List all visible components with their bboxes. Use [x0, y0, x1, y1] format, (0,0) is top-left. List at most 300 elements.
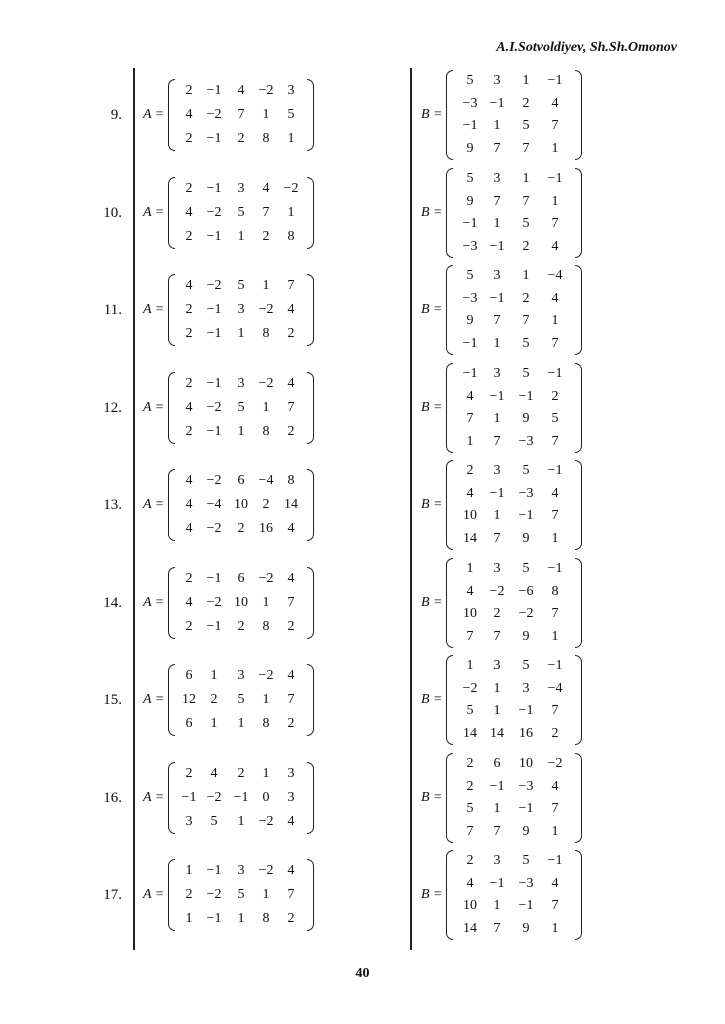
matrix-b-label: B = — [421, 107, 443, 122]
matrix-entry: −2 — [258, 668, 274, 683]
right-parenthesis — [575, 460, 582, 550]
matrix-entry: −1 — [206, 83, 222, 98]
matrix-entry: 2 — [466, 463, 474, 479]
matrix-entry: 2 — [185, 302, 193, 317]
matrix-entry: 2 — [185, 766, 193, 781]
matrix-entry: 2 — [493, 606, 501, 622]
matrix-row — [458, 917, 570, 941]
right-parenthesis — [307, 762, 314, 834]
matrix-entry: −1 — [206, 131, 222, 146]
right-parenthesis — [307, 274, 314, 346]
matrix-entry: 1 — [262, 107, 270, 122]
left-parenthesis — [168, 79, 175, 151]
matrix-a-label: A = — [143, 302, 165, 317]
matrix-entry: 4 — [466, 875, 474, 891]
matrix-entry: −1 — [206, 229, 222, 244]
matrix-row — [180, 177, 302, 201]
matrix-entry: 7 — [551, 898, 559, 914]
matrix-entry: −2 — [206, 790, 222, 805]
matrix-entry: 6 — [185, 716, 193, 731]
matrix-entry: 14 — [284, 497, 298, 512]
matrix-entry: 8 — [551, 583, 559, 599]
problem-number: 10. — [103, 205, 122, 221]
matrix-entry: −1 — [489, 778, 505, 794]
matrix-entry: 7 — [493, 628, 501, 644]
matrix-entry: −2 — [258, 863, 274, 878]
matrix-row — [458, 775, 570, 799]
matrix-entry: −4 — [547, 268, 563, 284]
matrix-entry: −1 — [206, 619, 222, 634]
matrix-entry: 1 — [493, 680, 501, 696]
matrix-row — [458, 677, 570, 701]
matrix-entry: 7 — [551, 801, 559, 817]
matrix-entry: 14 — [490, 725, 504, 741]
matrix-entry: −1 — [489, 388, 505, 404]
matrix-entry: 6 — [493, 756, 501, 772]
matrix-entry: 4 — [185, 278, 193, 293]
problem-number: 14. — [103, 595, 122, 611]
matrix-entry: 2 — [551, 725, 559, 741]
matrix-entry: 9 — [522, 920, 530, 936]
matrix-entry: 1 — [262, 278, 270, 293]
matrix-row — [458, 332, 570, 356]
matrix-entry: 4 — [551, 875, 559, 891]
matrix-row — [180, 615, 302, 639]
matrix-entry: 3 — [237, 668, 245, 683]
matrix-row — [180, 907, 302, 931]
matrix-row — [458, 894, 570, 918]
matrix-entry: 8 — [262, 424, 270, 439]
matrix-entry: 6 — [237, 473, 245, 488]
matrix-b — [446, 363, 582, 453]
matrix-row — [458, 167, 570, 191]
matrix-entry: −2 — [489, 583, 505, 599]
right-parenthesis — [575, 168, 582, 258]
matrix-entry: 2 — [185, 83, 193, 98]
matrix-entry: 2 — [287, 911, 295, 926]
matrix-entry: 6 — [185, 668, 193, 683]
matrix-entry: 9 — [466, 140, 474, 156]
matrix-row — [180, 810, 302, 834]
right-parenthesis — [307, 859, 314, 931]
matrix-row — [458, 602, 570, 626]
matrix-entry: −1 — [518, 898, 534, 914]
matrix-entry: 1 — [262, 887, 270, 902]
matrix-entry: −3 — [462, 238, 478, 254]
matrix-entry: −1 — [206, 376, 222, 391]
matrix-entry: −3 — [518, 778, 534, 794]
matrix-row — [458, 287, 570, 311]
matrix-entry: −1 — [489, 485, 505, 501]
matrix-a-label: A = — [143, 400, 165, 415]
problem-10 — [0, 168, 725, 258]
matrix-entry: 1 — [466, 658, 474, 674]
right-parenthesis — [307, 567, 314, 639]
matrix-a — [168, 859, 314, 931]
matrix-row — [458, 699, 570, 723]
matrix-entry: 5 — [287, 107, 295, 122]
matrix-entry: 5 — [237, 400, 245, 415]
matrix-entry: 1 — [262, 400, 270, 415]
problem-14 — [0, 558, 725, 648]
matrix-row — [180, 79, 302, 103]
matrix-row — [458, 235, 570, 259]
problem-number: 15. — [103, 692, 122, 708]
left-parenthesis — [168, 469, 175, 541]
matrix-entry: 8 — [287, 229, 295, 244]
matrix-entry: 4 — [287, 376, 295, 391]
left-parenthesis — [168, 567, 175, 639]
matrix-entry: −3 — [518, 875, 534, 891]
matrix-entry: 7 — [551, 606, 559, 622]
matrix-entry: 2 — [287, 326, 295, 341]
matrix-entry: −2 — [258, 376, 274, 391]
matrix-entry: 2 — [237, 131, 245, 146]
matrix-row — [180, 396, 302, 420]
matrix-entry: 1 — [237, 814, 245, 829]
matrix-entry: 2 — [237, 766, 245, 781]
right-parenthesis — [575, 70, 582, 160]
matrix-entry: 14 — [463, 530, 477, 546]
matrix-entry: 7 — [493, 823, 501, 839]
matrix-a-label: A = — [143, 790, 165, 805]
matrix-entry: −1 — [547, 853, 563, 869]
matrix-b — [446, 265, 582, 355]
matrix-entry: 1 — [210, 716, 218, 731]
matrix-a — [168, 567, 314, 639]
matrix-entry: 1 — [210, 668, 218, 683]
matrix-entry: −2 — [206, 887, 222, 902]
matrix-entry: 4 — [287, 863, 295, 878]
matrix-b-label: B = — [421, 205, 443, 220]
matrix-entry: 3 — [237, 376, 245, 391]
matrix-entry: 16 — [259, 521, 273, 536]
matrix-entry: −1 — [206, 326, 222, 341]
matrix-row — [458, 580, 570, 604]
matrix-entry: −3 — [462, 95, 478, 111]
matrix-entry: 7 — [493, 193, 501, 209]
matrix-entry: 1 — [551, 530, 559, 546]
problem-number: 16. — [103, 790, 122, 806]
matrix-entry: 5 — [522, 216, 530, 232]
matrix-entry: 7 — [287, 278, 295, 293]
matrix-entry: −3 — [518, 485, 534, 501]
matrix-row — [180, 591, 302, 615]
matrix-b-label: B = — [421, 887, 443, 902]
right-parenthesis — [307, 177, 314, 249]
matrix-row — [458, 527, 570, 551]
matrix-entry: 2 — [185, 571, 193, 586]
matrix-entry: 7 — [287, 692, 295, 707]
matrix-row — [180, 127, 302, 151]
right-parenthesis — [307, 469, 314, 541]
matrix-a — [168, 469, 314, 541]
matrix-row — [180, 517, 302, 541]
matrix-row — [180, 762, 302, 786]
matrix-entry: 1 — [466, 433, 474, 449]
matrix-entry: 2 — [466, 778, 474, 794]
matrix-entry: 2 — [551, 388, 559, 404]
matrix-entry: 2 — [522, 95, 530, 111]
right-parenthesis — [307, 372, 314, 444]
matrix-entry: 1 — [522, 171, 530, 187]
matrix-entry: −2 — [206, 595, 222, 610]
matrix-entry: 16 — [519, 725, 533, 741]
matrix-b — [446, 753, 582, 843]
matrix-a-label: A = — [143, 205, 165, 220]
matrix-entry: 2 — [185, 887, 193, 902]
matrix-entry: 5 — [522, 658, 530, 674]
matrix-entry: −2 — [206, 400, 222, 415]
page-number: 40 — [355, 966, 370, 981]
matrix-entry: 1 — [262, 692, 270, 707]
matrix-entry: −1 — [547, 463, 563, 479]
problem-16 — [0, 753, 725, 843]
matrix-entry: 5 — [522, 366, 530, 382]
matrix-entry: 1 — [493, 801, 501, 817]
matrix-entry: −2 — [518, 606, 534, 622]
matrix-entry: 2 — [185, 619, 193, 634]
matrix-entry: 1 — [262, 595, 270, 610]
matrix-row — [458, 190, 570, 214]
matrix-row — [180, 372, 302, 396]
matrix-entry: 8 — [262, 619, 270, 634]
left-parenthesis — [168, 372, 175, 444]
matrix-row — [458, 309, 570, 333]
matrix-entry: 2 — [287, 619, 295, 634]
matrix-entry: 7 — [466, 823, 474, 839]
matrix-entry: 4 — [551, 238, 559, 254]
matrix-b-label: B = — [421, 400, 443, 415]
problem-number: 13. — [103, 497, 122, 513]
matrix-entry: 7 — [493, 433, 501, 449]
matrix-row — [458, 385, 570, 409]
matrix-entry: 1 — [237, 326, 245, 341]
matrix-row — [180, 859, 302, 883]
matrix-entry: 10 — [463, 898, 477, 914]
matrix-entry: −1 — [547, 73, 563, 89]
matrix-a-label: A = — [143, 595, 165, 610]
matrix-row — [458, 722, 570, 746]
matrix-row — [458, 752, 570, 776]
matrix-entry: −2 — [258, 814, 274, 829]
matrix-entry: 2 — [185, 326, 193, 341]
matrix-b — [446, 70, 582, 160]
matrix-row — [458, 820, 570, 844]
matrix-entry: −2 — [283, 181, 299, 196]
right-parenthesis — [575, 753, 582, 843]
matrix-entry: −1 — [489, 875, 505, 891]
matrix-row — [458, 797, 570, 821]
matrix-entry: 1 — [466, 561, 474, 577]
matrix-entry: 4 — [287, 571, 295, 586]
matrix-entry: 4 — [287, 521, 295, 536]
matrix-b-label: B = — [421, 790, 443, 805]
matrix-a — [168, 274, 314, 346]
matrix-a — [168, 762, 314, 834]
matrix-row — [458, 407, 570, 431]
matrix-row — [180, 469, 302, 493]
left-parenthesis — [446, 558, 453, 648]
matrix-entry: 2 — [237, 521, 245, 536]
right-parenthesis — [575, 655, 582, 745]
matrix-entry: −2 — [206, 278, 222, 293]
left-parenthesis — [446, 655, 453, 745]
left-parenthesis — [446, 753, 453, 843]
matrix-entry: 7 — [522, 313, 530, 329]
matrix-entry: 7 — [551, 703, 559, 719]
left-parenthesis — [446, 168, 453, 258]
problem-15 — [0, 655, 725, 745]
matrix-b-label: B = — [421, 497, 443, 512]
matrix-row — [458, 114, 570, 138]
left-parenthesis — [168, 274, 175, 346]
matrix-entry: 2 — [466, 853, 474, 869]
matrix-entry: 3 — [287, 83, 295, 98]
matrix-entry: 7 — [237, 107, 245, 122]
matrix-entry: 8 — [287, 473, 295, 488]
matrix-row — [180, 322, 302, 346]
matrix-entry: 10 — [234, 497, 248, 512]
matrix-a-label: A = — [143, 107, 165, 122]
matrix-entry: 3 — [287, 790, 295, 805]
problem-9 — [0, 70, 725, 160]
matrix-entry: 5 — [466, 801, 474, 817]
matrix-entry: 5 — [466, 268, 474, 284]
matrix-entry: 9 — [522, 628, 530, 644]
left-parenthesis — [168, 177, 175, 249]
matrix-entry: 5 — [522, 118, 530, 134]
matrix-entry: 8 — [262, 716, 270, 731]
matrix-entry: 4 — [185, 473, 193, 488]
matrix-b — [446, 168, 582, 258]
matrix-entry: −1 — [547, 171, 563, 187]
matrix-entry: 5 — [466, 73, 474, 89]
matrix-row — [458, 557, 570, 581]
matrix-entry: 2 — [185, 229, 193, 244]
matrix-a — [168, 79, 314, 151]
matrix-entry: 5 — [237, 205, 245, 220]
matrix-row — [458, 654, 570, 678]
matrix-entry: 1 — [185, 863, 193, 878]
matrix-entry: −1 — [206, 302, 222, 317]
left-parenthesis — [446, 265, 453, 355]
matrix-b — [446, 655, 582, 745]
matrix-entry: 1 — [493, 216, 501, 232]
matrix-entry: 2 — [466, 756, 474, 772]
matrix-row — [180, 103, 302, 127]
matrix-row — [458, 69, 570, 93]
matrix-entry: 1 — [287, 131, 295, 146]
matrix-b-label: B = — [421, 302, 443, 317]
matrix-entry: 1 — [185, 911, 193, 926]
matrix-entry: −2 — [547, 756, 563, 772]
right-parenthesis — [575, 363, 582, 453]
matrix-row — [458, 459, 570, 483]
matrix-entry: 7 — [551, 335, 559, 351]
matrix-entry: 1 — [237, 229, 245, 244]
matrix-row — [180, 274, 302, 298]
matrix-entry: 5 — [466, 703, 474, 719]
matrix-entry: 4 — [237, 83, 245, 98]
matrix-entry: −1 — [489, 238, 505, 254]
matrix-entry: −1 — [462, 216, 478, 232]
right-parenthesis — [307, 664, 314, 736]
matrix-entry: 4 — [551, 95, 559, 111]
problem-number: 12. — [103, 400, 122, 416]
matrix-entry: 1 — [287, 205, 295, 220]
matrix-entry: −6 — [518, 583, 534, 599]
matrix-entry: 2 — [262, 229, 270, 244]
matrix-entry: 9 — [522, 823, 530, 839]
matrix-entry: 7 — [551, 508, 559, 524]
left-parenthesis — [168, 859, 175, 931]
matrix-row — [180, 420, 302, 444]
matrix-entry: 7 — [522, 140, 530, 156]
matrix-entry: 3 — [185, 814, 193, 829]
matrix-entry: 5 — [237, 692, 245, 707]
matrix-entry: 1 — [493, 335, 501, 351]
left-parenthesis — [446, 363, 453, 453]
matrix-b — [446, 850, 582, 940]
matrix-entry: 14 — [463, 725, 477, 741]
matrix-entry: 4 — [551, 290, 559, 306]
matrix-entry: −1 — [462, 366, 478, 382]
matrix-entry: 5 — [237, 887, 245, 902]
matrix-entry: 5 — [522, 561, 530, 577]
matrix-entry: 3 — [493, 463, 501, 479]
matrix-entry: 5 — [466, 171, 474, 187]
matrix-entry: 7 — [287, 887, 295, 902]
matrix-entry: 4 — [262, 181, 270, 196]
matrix-entry: 2 — [185, 131, 193, 146]
matrix-entry: 4 — [287, 302, 295, 317]
matrix-entry: −2 — [258, 302, 274, 317]
matrix-entry: 1 — [493, 703, 501, 719]
matrix-entry: 7 — [466, 411, 474, 427]
matrix-entry: −1 — [181, 790, 197, 805]
matrix-entry: 7 — [493, 530, 501, 546]
matrix-row — [180, 688, 302, 712]
matrix-entry: 2 — [185, 376, 193, 391]
matrix-entry: −1 — [547, 366, 563, 382]
matrix-entry: 4 — [287, 814, 295, 829]
matrix-entry: 3 — [287, 766, 295, 781]
matrix-entry: 2 — [522, 238, 530, 254]
matrix-entry: 10 — [519, 756, 533, 772]
matrix-entry: 5 — [522, 335, 530, 351]
matrix-entry: 2 — [287, 424, 295, 439]
matrix-entry: 9 — [466, 313, 474, 329]
matrix-entry: 4 — [551, 778, 559, 794]
matrix-a-label: A = — [143, 497, 165, 512]
matrix-entry: −2 — [258, 83, 274, 98]
matrix-entry: 4 — [551, 485, 559, 501]
matrix-entry: 8 — [262, 911, 270, 926]
matrix-entry: −1 — [206, 911, 222, 926]
matrix-entry: 3 — [237, 181, 245, 196]
matrix-entry: −1 — [547, 561, 563, 577]
matrix-row — [458, 92, 570, 116]
matrix-entry: 1 — [262, 766, 270, 781]
matrix-entry: 3 — [237, 863, 245, 878]
matrix-row — [180, 883, 302, 907]
matrix-entry: −4 — [547, 680, 563, 696]
matrix-entry: 7 — [262, 205, 270, 220]
matrix-entry: 4 — [185, 521, 193, 536]
matrix-entry: 7 — [287, 595, 295, 610]
matrix-entry: 1 — [493, 898, 501, 914]
